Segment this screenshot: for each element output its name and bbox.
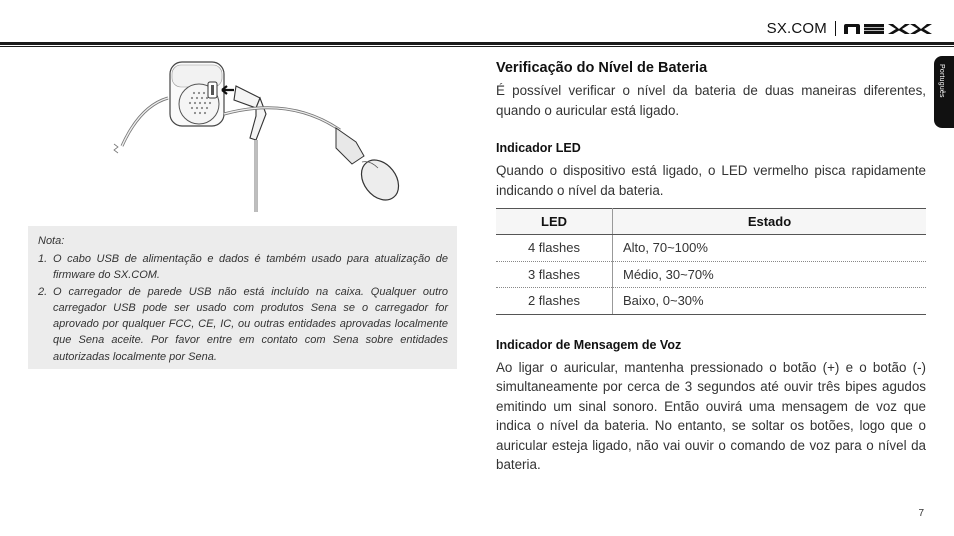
note-box xyxy=(28,226,457,369)
nexx-logo xyxy=(844,23,932,35)
state-column-header: Estado xyxy=(613,209,927,235)
note-list xyxy=(38,251,448,365)
header-rule-thin xyxy=(0,46,954,47)
led-cell: 2 flashes xyxy=(496,288,613,315)
led-cell: 3 flashes xyxy=(496,261,613,288)
note-title: Nota: xyxy=(38,235,65,247)
state-cell: Baixo, 0~30% xyxy=(613,288,927,315)
led-text: Quando o dispositivo está ligado, o LED vermelho pisca rapidamente indicando o nível da bateria. xyxy=(496,163,926,198)
state-cell: Médio, 30~70% xyxy=(613,261,927,288)
note-item-text: O cabo USB de alimentação e dados é também usado para atualização de firmware do SX.COM. xyxy=(53,253,448,282)
led-cell: 4 flashes xyxy=(496,235,613,262)
note-item-number: 2. xyxy=(38,285,48,298)
section-title: Verificação do Nível de Bateria xyxy=(496,60,708,76)
note-item xyxy=(38,251,448,284)
note-item-number: 1. xyxy=(38,253,48,265)
header-separator xyxy=(835,21,836,36)
table-row xyxy=(496,261,926,288)
table-row xyxy=(496,288,926,315)
content-column xyxy=(496,60,926,475)
headset-usb-illustration xyxy=(100,56,420,212)
header-site: SX.COM xyxy=(766,20,827,37)
voice-heading: Indicador de Mensagem de Voz xyxy=(496,337,682,352)
voice-text: Ao ligar o auricular, mantenha pressionado o botão (+) e o botão (-) simultaneamente por cerca de 3 segundos até ouvir três bipes agudos emitindo um sinal sonoro. Então ouvirá uma mensagem de voz que indica o nível da bateria. No entanto, se soltar os botões, logo que o auricular esteja ligado, não vai ouvir o comando de voz para o nível da bateria. xyxy=(496,359,926,472)
state-cell: Alto, 70~100% xyxy=(613,235,927,262)
led-heading: Indicador LED xyxy=(496,141,581,155)
led-column-header: LED xyxy=(496,209,613,235)
note-item-text: O carregador de parede USB não está incluído na caixa. Qualquer outro carregador USB pode ser usado com produtos Sena se o carregador for aprovado por qualquer FCC, CE, IC, ou outras entidades aprovadas localmente que Sena aceite. Por favor entre em contato com Sena sobre entidades autorizadas localmente por Sena. xyxy=(53,285,448,363)
section-intro: É possível verificar o nível da bateria de duas maneiras diferentes, quando o auricular está ligado. xyxy=(496,83,926,118)
note-item xyxy=(38,284,448,365)
header-rule xyxy=(0,42,954,45)
language-tab-label: Português xyxy=(938,64,945,98)
header-brand xyxy=(767,20,932,37)
language-tab xyxy=(934,56,954,128)
led-table-header-row xyxy=(496,209,926,235)
page-number: 7 xyxy=(918,508,924,519)
table-row xyxy=(496,235,926,262)
led-table xyxy=(496,208,926,315)
